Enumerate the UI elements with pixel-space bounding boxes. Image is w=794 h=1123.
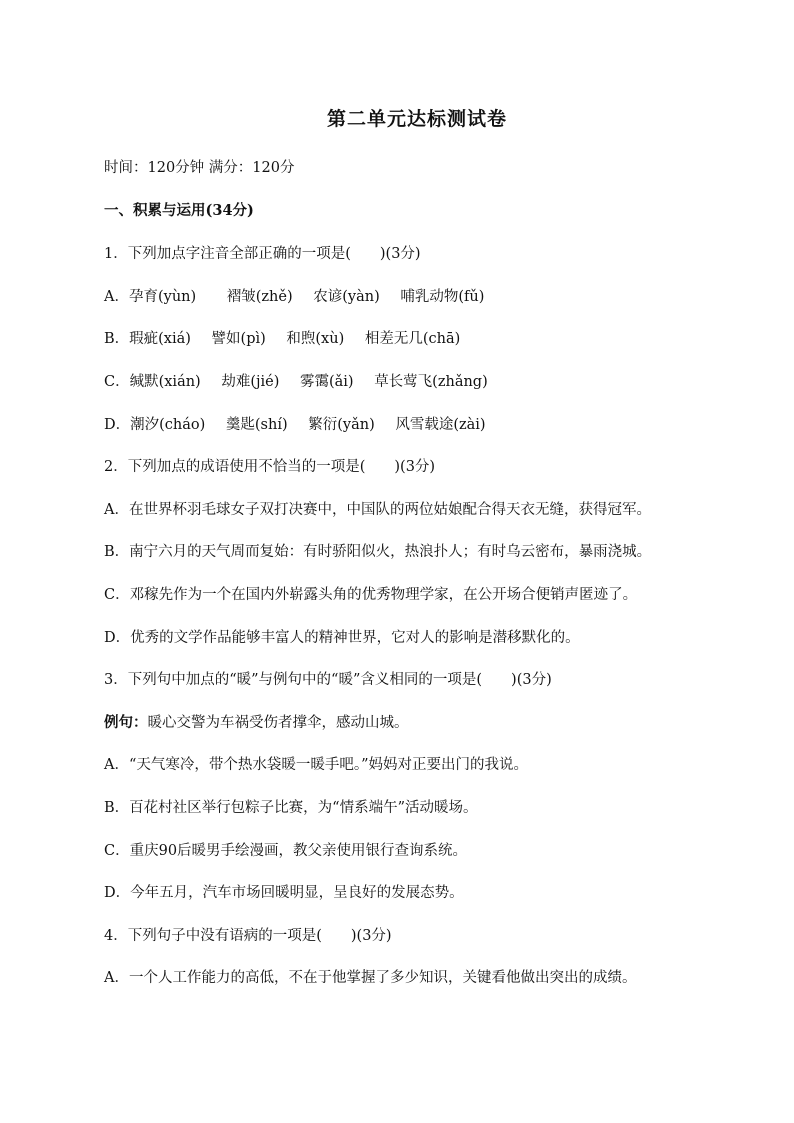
- question-3-example: 例句：暖心交警为车祸受伤者撑伞，感动山城。: [104, 714, 409, 731]
- question-3-option-c: C．重庆90后暖男手绘漫画，教父亲使用银行查询系统。: [104, 843, 468, 859]
- question-3-option-d: D．今年五月，汽车市场回暖明显，呈良好的发展态势。: [104, 885, 464, 901]
- question-3-option-b: B．百花村社区举行包粽子比赛，为“情系端午”活动暖场。: [104, 800, 478, 816]
- question-2-option-b: B．南宁六月的天气周而复始：有时骄阳似火，热浪扑人；有时乌云密布，暴雨浇城。: [104, 544, 652, 560]
- question-2-option-d: D．优秀的文学作品能够丰富人的精神世界，它对人的影响是潜移默化的。: [104, 630, 580, 646]
- page-title: 第二单元达标测试卷: [326, 108, 507, 130]
- question-1-stem: 1．下列加点字注音全部正确的一项是( )(3分): [104, 246, 421, 262]
- question-1-option-b: B．瑕疵(xiá) 譬如(pì) 和煦(xù) 相差无几(chā): [104, 331, 461, 347]
- question-1-option-d: D．潮汐(cháo) 羹匙(shí) 繁衍(yǎn) 风雪载途(zài): [104, 417, 486, 433]
- question-2-stem: 2．下列加点的成语使用不恰当的一项是( )(3分): [104, 459, 436, 475]
- question-1-option-a: A．孕育(yùn) 褶皱(zhě) 农谚(yàn) 哺乳动物(fǔ): [104, 289, 485, 305]
- question-3-stem: 3．下列句中加点的“暖”与例句中的“暖”含义相同的一项是( )(3分): [104, 672, 552, 688]
- question-2-option-a: A．在世界杯羽毛球女子双打决赛中，中国队的两位姑娘配合得天衣无缝，获得冠军。: [104, 502, 651, 518]
- question-2-option-c: C．邓稼先作为一个在国内外崭露头角的优秀物理学家，在公开场合便销声匿迹了。: [104, 587, 638, 603]
- question-4-stem: 4．下列句子中没有语病的一项是( )(3分): [104, 928, 392, 944]
- question-3-option-a: A．“天气寒冷，带个热水袋暖一暖手吧。”妈妈对正要出门的我说。: [104, 757, 529, 773]
- exam-meta: 时间：120分钟 满分：120分: [104, 160, 295, 176]
- question-4-option-a: A．一个人工作能力的高低，不在于他掌握了多少知识，关键看他做出突出的成绩。: [104, 970, 637, 986]
- section-heading: 一、积累与运用(34分): [104, 202, 254, 219]
- question-1-option-c: C．缄默(xián) 劫难(jié) 雾霭(ǎi) 草长莺飞(zhǎng): [104, 374, 488, 390]
